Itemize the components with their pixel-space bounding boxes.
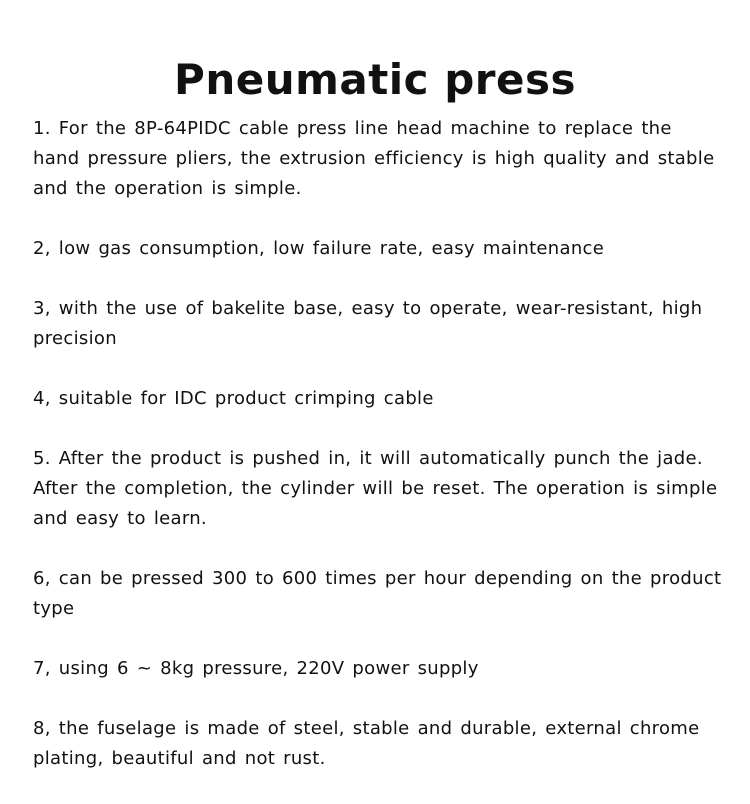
feature-item-4: 4, suitable for IDC product crimping cable <box>33 388 434 409</box>
feature-item-6: 6, can be pressed 300 to 600 times per hour depending on the product type <box>33 568 722 619</box>
feature-item-5: 5. After the product is pushed in, it will automatically punch the jade. After the completion, the cylinder will be reset. The operation is simple and easy to learn. <box>33 448 718 529</box>
feature-item-8: 8, the fuselage is made of steel, stable and durable, external chrome plating, beautiful and not rust. <box>33 718 700 769</box>
feature-item-2: 2, low gas consumption, low failure rate, easy maintenance <box>33 238 605 259</box>
feature-item-1: 1. For the 8P-64PIDC cable press line head machine to replace the hand pressure pliers, the extrusion efficiency is high quality and stable and the operation is simple. <box>33 118 715 199</box>
feature-item-3: 3, with the use of bakelite base, easy to operate, wear-resistant, high precision <box>33 298 703 349</box>
page-title: Pneumatic press <box>174 55 576 105</box>
feature-item-7: 7, using 6 ~ 8kg pressure, 220V power supply <box>33 658 479 679</box>
feature-list <box>33 114 723 804</box>
